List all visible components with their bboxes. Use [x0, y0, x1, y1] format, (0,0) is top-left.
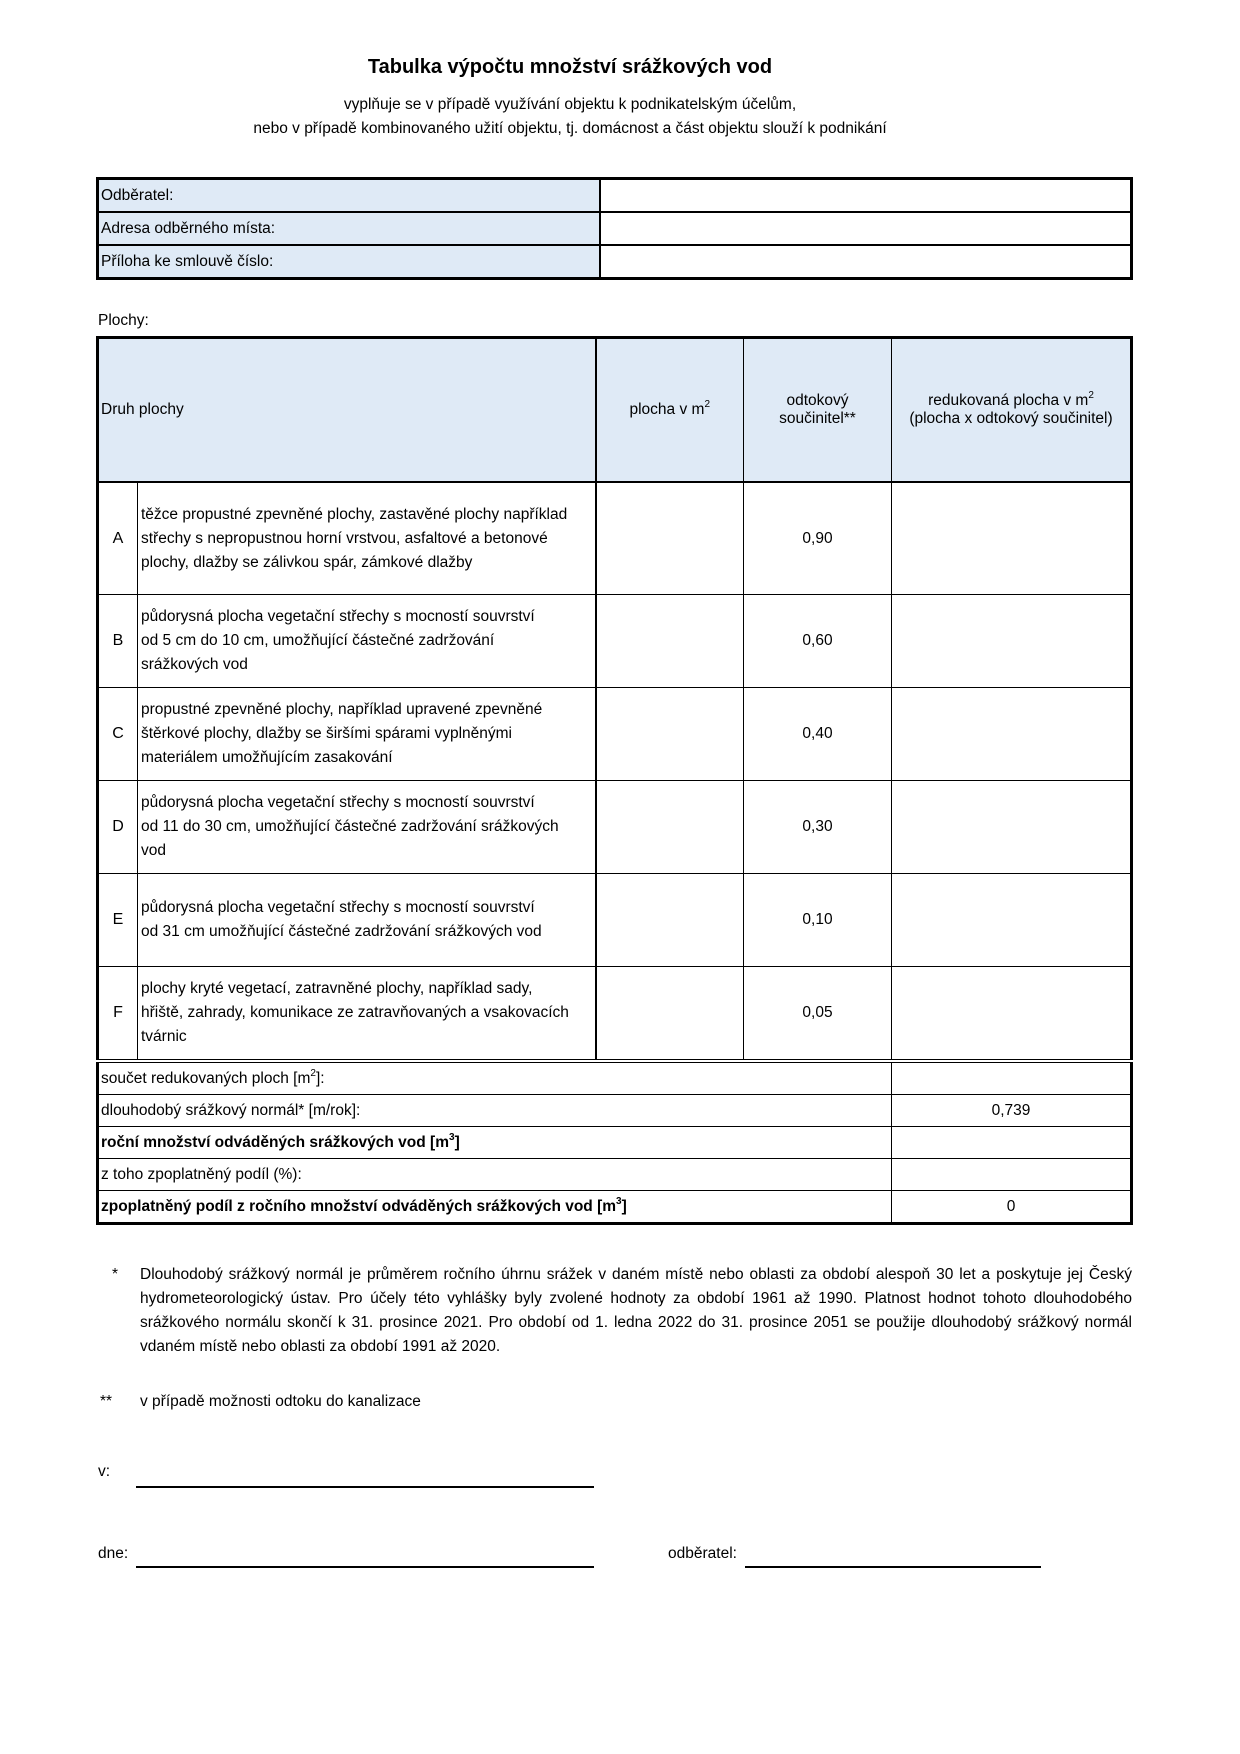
row-letter: D	[98, 781, 138, 874]
precipitation-normal-label: dlouhodobý srážkový normál* [m/rok]:	[98, 1095, 892, 1127]
precipitation-normal-value: 0,739	[892, 1095, 1132, 1127]
table-row	[98, 688, 1132, 781]
row-description: propustné zpevněné plochy, například upravené zpevněné štěrkové plochy, dlažby se širšími spárami vyplněnými materiálem umožňujícím zasakování	[138, 688, 596, 781]
footnote-sewer-outflow: v případě možnosti odtoku do kanalizace	[140, 1393, 421, 1410]
areas-label: Plochy:	[98, 312, 149, 329]
row-letter: C	[98, 688, 138, 781]
area-input[interactable]	[596, 688, 744, 781]
charged-volume-value: 0	[892, 1191, 1132, 1224]
customer-label: Odběratel:	[98, 179, 601, 213]
area-input[interactable]	[596, 967, 744, 1062]
coefficient-value: 0,30	[744, 781, 892, 874]
reduced-area-value	[892, 874, 1132, 967]
date-line[interactable]	[136, 1566, 594, 1568]
precipitation-normal-row	[98, 1095, 1132, 1127]
areas-table	[96, 336, 1133, 1225]
footnote-star-mark: *	[112, 1266, 119, 1283]
subtitle-line-2: nebo v případě kombinovaného užití objektu, tj. domácnost a část objektu slouží k podnikání	[253, 120, 887, 137]
sum-reduced-value	[892, 1061, 1132, 1095]
reduced-area-value	[892, 688, 1132, 781]
table-row	[98, 595, 1132, 688]
coefficient-value: 0,40	[744, 688, 892, 781]
table-row	[98, 874, 1132, 967]
coefficient-value: 0,90	[744, 482, 892, 595]
area-input[interactable]	[596, 781, 744, 874]
sum-reduced-label: součet redukovaných ploch $[m^2]$:	[98, 1061, 892, 1095]
header-area-type: Druh plochy	[98, 338, 596, 483]
charged-volume-label: zpoplatněný podíl z ročního množství odváděných srážkových vod $[m^3]$	[98, 1191, 892, 1224]
coefficient-value: 0,60	[744, 595, 892, 688]
coefficient-value: 0,10	[744, 874, 892, 967]
place-line[interactable]	[136, 1486, 594, 1488]
page-title: Tabulka výpočtu množství srážkových vod	[367, 56, 773, 78]
row-letter: F	[98, 967, 138, 1062]
footnote-precipitation-normal: Dlouhodobý srážkový normál je průměrem ročního úhrnu srážek v daném místě nebo oblasti za období alespoň 30 let a poskytuje jej Český hydrometeorologický ústav. Pro účely této vyhlášky byly zvolené hodnoty za období 1961 až 1990. Platnost hodnot tohoto dlouhodobého srážkového normálu skončí k 31. prosince 2021. Pro období od 1. ledna 2022 do 31. prosince 2051 se použije dlouhodobý srážkový normál vdaném místě nebo oblasti za období 1991 až 2020.	[140, 1266, 1132, 1355]
row-letter: A	[98, 482, 138, 595]
charged-share-label: z toho zpoplatněný podíl (%):	[98, 1159, 892, 1191]
charged-share-input[interactable]	[892, 1159, 1132, 1191]
attachment-field[interactable]	[600, 245, 1132, 279]
row-letter: B	[98, 595, 138, 688]
reduced-area-value	[892, 967, 1132, 1062]
subtitle-line-1: vyplňuje se v případě využívání objektu k podnikatelským účelům,	[343, 96, 797, 113]
row-description: těžce propustné zpevněné plochy, zastavěné plochy například střechy s nepropustnou horní vrstvou, asfaltové a betonové plochy, dlažby se zálivkou spár, zámkové dlažby	[138, 482, 596, 595]
header-reduced-area: redukovaná plocha v $m^2$ (plocha x odtokový součinitel)	[892, 338, 1132, 483]
row-description: půdorysná plocha vegetační střechy s mocností souvrství od 11 do 30 cm, umožňující částečné zadržování srážkových vod	[138, 781, 596, 874]
customer-field[interactable]	[600, 179, 1132, 213]
address-label: Adresa odběrného místa:	[98, 212, 601, 245]
row-description: půdorysná plocha vegetační střechy s mocností souvrství od 31 cm umožňující částečné zadržování srážkových vod	[138, 874, 596, 967]
customer-signature-label: odběratel:	[668, 1545, 737, 1562]
row-description: půdorysná plocha vegetační střechy s mocností souvrství od 5 cm do 10 cm, umožňující částečné zadržování srážkových vod	[138, 595, 596, 688]
footnote-double-star-mark: **	[100, 1393, 113, 1410]
table-row	[98, 967, 1132, 1062]
sum-reduced-row	[98, 1061, 1132, 1095]
customer-signature-line[interactable]	[745, 1566, 1041, 1568]
header-area: plocha v $m^2$	[596, 338, 744, 483]
header-coefficient: odtokový součinitel**	[744, 338, 892, 483]
area-input[interactable]	[596, 482, 744, 595]
annual-volume-row	[98, 1127, 1132, 1159]
customer-info-table	[96, 177, 1133, 280]
place-label: v:	[98, 1463, 111, 1480]
coefficient-value: 0,05	[744, 967, 892, 1062]
reduced-area-value	[892, 595, 1132, 688]
row-description: plochy kryté vegetací, zatravněné plochy, například sady, hřiště, zahrady, komunikace ze zatravňovaných a vsakovacích tvárnic	[138, 967, 596, 1062]
table-row	[98, 781, 1132, 874]
charged-volume-row	[98, 1191, 1132, 1224]
area-input[interactable]	[596, 874, 744, 967]
reduced-area-value	[892, 482, 1132, 595]
charged-share-row	[98, 1159, 1132, 1191]
address-field[interactable]	[600, 212, 1132, 245]
area-input[interactable]	[596, 595, 744, 688]
reduced-area-value	[892, 781, 1132, 874]
table-row	[98, 482, 1132, 595]
row-letter: E	[98, 874, 138, 967]
attachment-label: Příloha ke smlouvě číslo:	[98, 245, 601, 279]
annual-volume-value	[892, 1127, 1132, 1159]
date-label: dne:	[98, 1545, 129, 1562]
annual-volume-label: roční množství odváděných srážkových vod $[m^3]$	[98, 1127, 892, 1159]
